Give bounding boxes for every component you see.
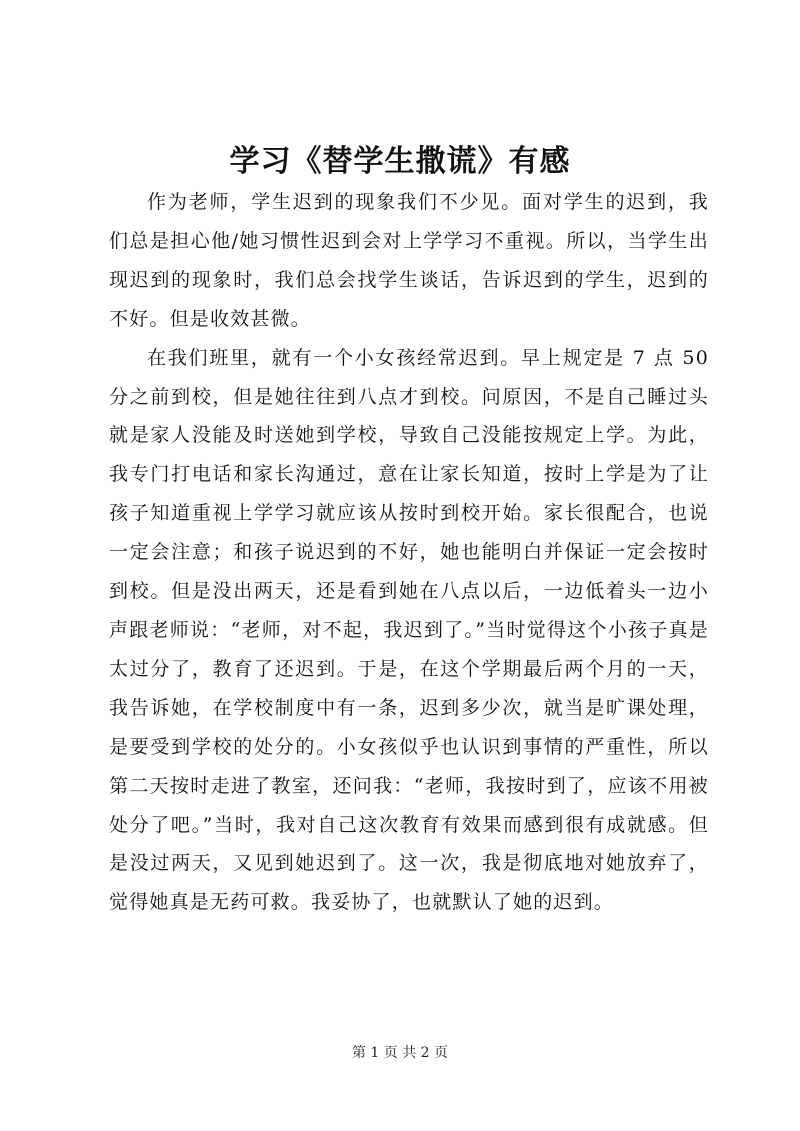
page-footer: 第 1 页 共 2 页 (351, 1045, 449, 1061)
document-body (109, 183, 709, 922)
paragraph-2: 在我们班里，就有一个小女孩经常迟到。早上规定是 7 点 50 分之前到校，但是她往往到八点才到校。问原因，不是自己睡过头就是家人没能及时送她到学校，导致自己没能按规定上学。为此，我专门打电话和家长沟通过，意在让家长知道，按时上学是为了让孩子知道重视上学学习就应该从按时到校开始。家长很配合，也说一定会注意；和孩子说迟到的不好，她也能明白并保证一定会按时到校。但是没出两天，还是看到她在八点以后，一边低着头一边小声跟老师说：“老师，对不起，我迟到了。”当时觉得这个小孩子真是太过分了，教育了还迟到。于是，在这个学期最后两个月的一天，我告诉她，在学校制度中有一条，迟到多少次，就当是旷课处理，是要受到学校的处分的。小女孩似乎也认识到事情的严重性，所以第二天按时走进了教室，还问我：“老师，我按时到了，应该不用被处分了吧。”当时，我对自己这次教育有效果而感到很有成就感。但是没过两天，又见到她迟到了。这一次，我是彻底地对她放弃了，觉得她真是无药可救。我妥协了，也就默认了她的迟到。 (109, 346, 709, 914)
document-title: 学习《替学生撒谎》有感 (229, 144, 571, 179)
paragraph-1: 作为老师，学生迟到的现象我们不少见。面对学生的迟到，我们总是担心他/她习惯性迟到会对上学学习不重视。所以，当学生出现迟到的现象时，我们总会找学生谈话，告诉迟到的学生，迟到的不好。但是收效甚微。 (109, 191, 709, 330)
